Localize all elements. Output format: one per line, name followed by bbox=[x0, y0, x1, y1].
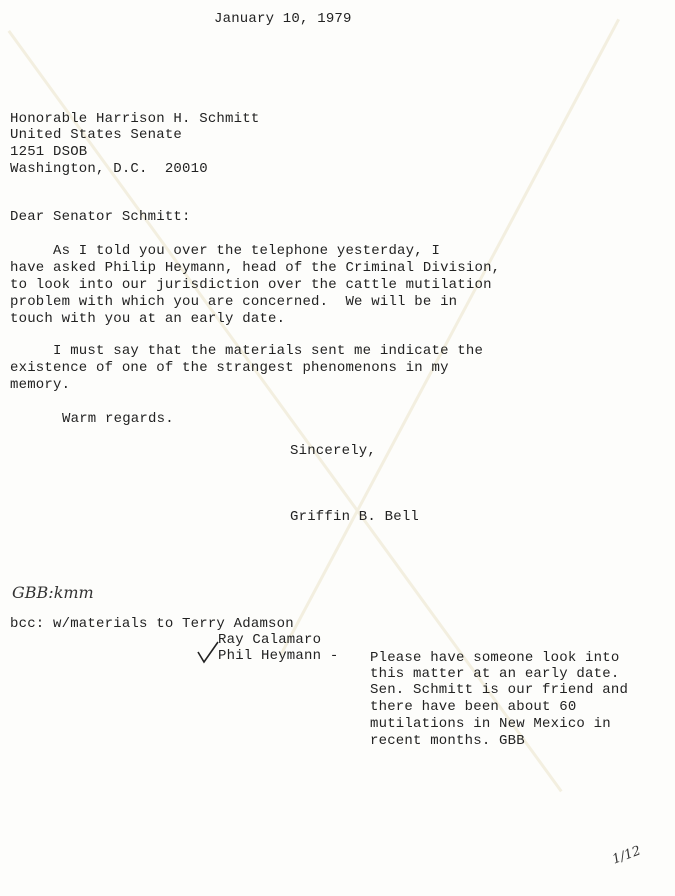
paragraph-2-line-2: existence of one of the strangest phenomenons in my bbox=[10, 360, 449, 376]
address-line-2: United States Senate bbox=[10, 127, 183, 143]
paragraph-1-line-5: touch with you at an early date. bbox=[10, 311, 286, 327]
check-mark-icon bbox=[196, 640, 220, 666]
address-line-1: Honorable Harrison H. Schmitt bbox=[10, 111, 260, 127]
paragraph-1-line-2: have asked Philip Heymann, head of the Criminal Division, bbox=[10, 260, 501, 276]
paragraph-2-line-1: I must say that the materials sent me indicate the bbox=[10, 343, 484, 359]
handwritten-initials: GBB:kmm bbox=[12, 583, 94, 602]
paragraph-1-line-4: problem with which you are concerned. We will be in bbox=[10, 294, 458, 310]
note-line-2: this matter at an early date. bbox=[370, 666, 620, 682]
note-line-1: Please have someone look into bbox=[370, 650, 620, 666]
closing: Sincerely, bbox=[290, 443, 377, 459]
paragraph-1-line-3: to look into our jurisdiction over the cattle mutilation bbox=[10, 277, 492, 293]
bcc-name-2: Phil Heymann - bbox=[218, 648, 339, 664]
paragraph-1-line-1: As I told you over the telephone yesterday, I bbox=[10, 243, 441, 259]
note-line-4: there have been about 60 bbox=[370, 699, 577, 715]
note-line-3: Sen. Schmitt is our friend and bbox=[370, 682, 629, 698]
note-line-6: recent months. GBB bbox=[370, 733, 525, 749]
address-line-3: 1251 DSOB bbox=[10, 144, 88, 160]
bcc-line: bcc: w/materials to Terry Adamson bbox=[10, 616, 294, 632]
address-line-4: Washington, D.C. 20010 bbox=[10, 161, 208, 177]
bcc-name-1: Ray Calamaro bbox=[218, 632, 322, 648]
watermark-stroke-2 bbox=[279, 19, 620, 656]
corner-handwritten-note: 1/12 bbox=[610, 843, 643, 868]
salutation: Dear Senator Schmitt: bbox=[10, 209, 191, 225]
regards: Warm regards. bbox=[62, 411, 174, 427]
letter-date: January 10, 1979 bbox=[214, 11, 352, 27]
note-line-5: mutilations in New Mexico in bbox=[370, 716, 611, 732]
signer-name: Griffin B. Bell bbox=[290, 509, 420, 525]
paragraph-2-line-3: memory. bbox=[10, 377, 71, 393]
